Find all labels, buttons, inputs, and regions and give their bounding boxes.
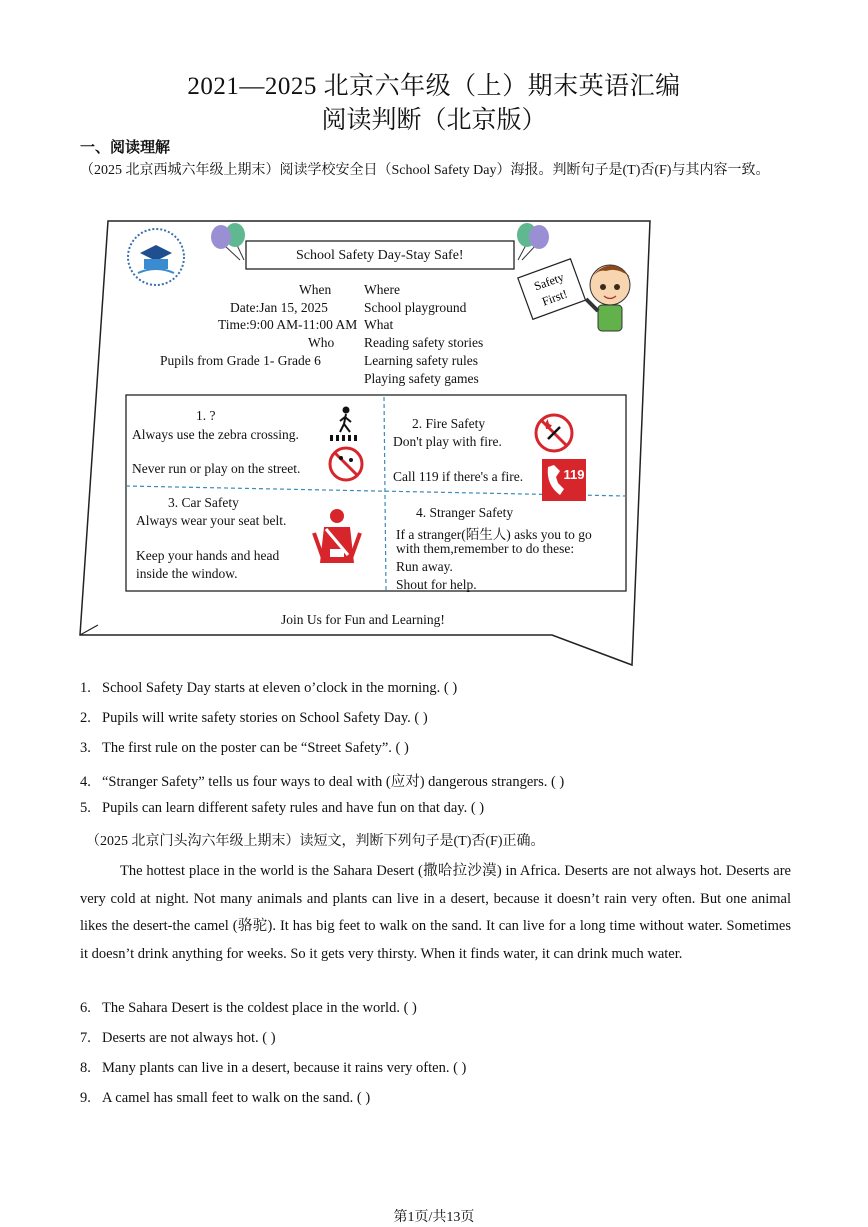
box3-line3: inside the window.	[136, 566, 238, 581]
box4-line1: If a stranger(陌生人) asks you to go	[396, 527, 592, 542]
document-title: 2021—2025 北京六年级（上）期末英语汇编	[187, 73, 681, 100]
where-value: School playground	[364, 300, 467, 315]
poster-time: Time:9:00 AM-11:00 AM	[218, 317, 358, 332]
who-value: Pupils from Grade 1- Grade 6	[160, 353, 321, 368]
no-play-street-icon	[330, 448, 362, 480]
question-item: 7. Deserts are not always hot. ( )	[80, 1030, 276, 1046]
poster-title: School Safety Day-Stay Safe!	[296, 248, 464, 263]
poster	[78, 215, 653, 670]
question-item: 4. “Stranger Safety” tells us four ways to deal with (应对) dangerous strangers. ( )	[80, 774, 565, 790]
box1-title: 1. ?	[196, 408, 216, 423]
document-subtitle: 阅读判断（北京版）	[321, 107, 547, 134]
box3-line2: Keep your hands and head	[136, 548, 280, 563]
box4-line4: Shout for help.	[396, 577, 477, 592]
phone-number-text: 119	[563, 467, 585, 482]
no-fire-icon	[536, 415, 572, 451]
what-label: What	[364, 317, 394, 332]
what-item: Playing safety games	[364, 371, 479, 386]
phone-119-icon	[542, 459, 586, 501]
box2-line2: Call 119 if there's a fire.	[393, 469, 524, 484]
poster-footer: Join Us for Fun and Learning!	[281, 612, 445, 627]
section2-intro: （2025 北京门头沟六年级上期末）读短文，判断下列句子是(T)否(F)正确。	[86, 834, 545, 849]
box3-line1: Always wear your seat belt.	[136, 513, 287, 528]
page-number: 第1页/共13页	[393, 1210, 475, 1225]
question-item: 6. The Sahara Desert is the coldest place in the world. ( )	[80, 1000, 417, 1016]
box3-title: 3. Car Safety	[168, 495, 239, 510]
what-item: Learning safety rules	[364, 353, 478, 368]
who-label: Who	[308, 335, 335, 350]
when-label: When	[299, 282, 332, 297]
question-item: 5. Pupils can learn different safety rules and have fun on that day. ( )	[80, 800, 485, 816]
question-item: 3. The first rule on the poster can be “Street Safety”. ( )	[80, 740, 409, 756]
badge-line1: Safety	[532, 269, 566, 294]
question-item: 9. A camel has small feet to walk on the sand. ( )	[80, 1090, 371, 1106]
box2-title: 2. Fire Safety	[412, 416, 486, 431]
question-item: 1. School Safety Day starts at eleven o’clock in the morning. ( )	[80, 680, 458, 696]
section-heading: 一、阅读理解	[80, 140, 171, 156]
box2-line1: Don't play with fire.	[393, 434, 502, 449]
question-item: 2. Pupils will write safety stories on School Safety Day. ( )	[80, 710, 428, 726]
badge-line2: First!	[540, 286, 570, 309]
section1-intro: （2025 北京西城六年级上期末）阅读学校安全日（School Safety Day）海报。判断句子是(T)否(F)与其内容一致。	[80, 163, 770, 178]
box1-line1: Always use the zebra crossing.	[132, 427, 299, 442]
reading-passage: The hottest place in the world is the Sahara Desert (撒哈拉沙漠) in Africa. Deserts are not always hot. Deserts are very cold at night. Not many animals and plants can live in a desert, because it doesn’t rain very often. But one animal likes the desert-the camel (骆驼). It has big feet to walk on the sand. It can live for a long time without water. Sometimes it doesn’t drink anything for weeks. So it gets very thirsty. When it finds water, it can drink much water.	[80, 863, 791, 962]
box4-line3: Run away.	[396, 559, 453, 574]
where-label: Where	[364, 282, 400, 297]
box4-line2: with them,remember to do these:	[396, 541, 575, 556]
box1-line2: Never run or play on the street.	[132, 461, 301, 476]
poster-date: Date:Jan 15, 2025	[230, 300, 328, 315]
what-item: Reading safety stories	[364, 335, 484, 350]
school-logo-icon	[128, 229, 184, 285]
question-item: 8. Many plants can live in a desert, because it rains very often. ( )	[80, 1060, 467, 1076]
box4-title: 4. Stranger Safety	[416, 505, 514, 520]
